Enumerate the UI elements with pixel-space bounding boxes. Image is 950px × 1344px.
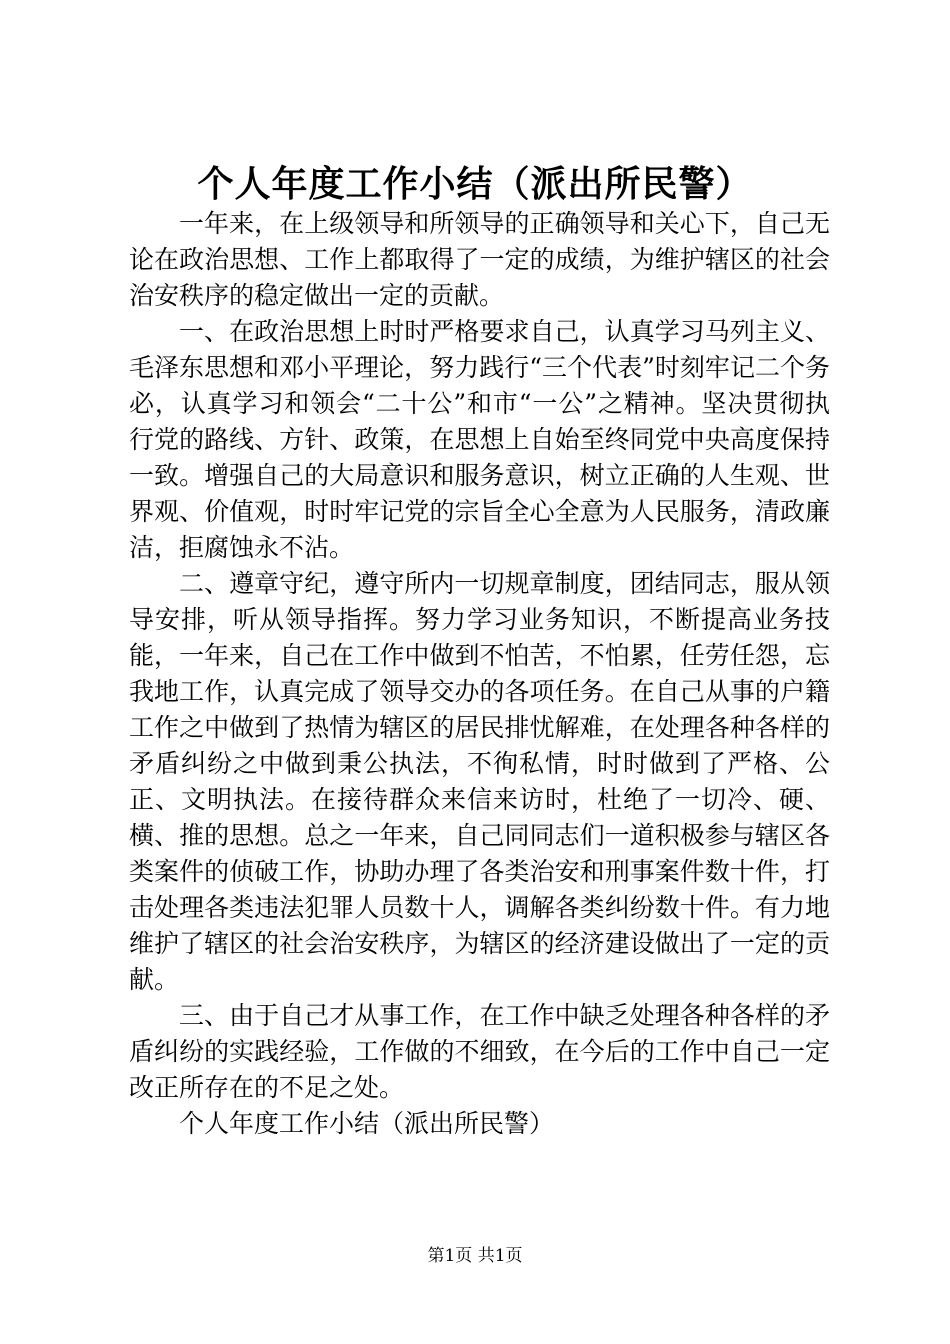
paragraph-political: 一、在政治思想上时时严格要求自己，认真学习马列主义、毛泽东思想和邓小平理论，努力践行“三个代表”时刻牢记二个务必，认真学习和领会“二十公”和市“一公”之精神。坚决贯彻执行党的路线、方针、政策，在思想上自始至终同党中央高度保持一致。增强自己的大局意识和服务意识，树立正确的人生观、世界观、价值观，时时牢记党的宗旨全心全意为人民服务，清政廉洁，拒腐蚀永不沾。 bbox=[129, 317, 830, 562]
paragraph-intro: 一年来，在上级领导和所领导的正确领导和关心下，自己无论在政治思想、工作上都取得了一定的成绩，为维护辖区的社会治安秩序的稳定做出一定的贡献。 bbox=[129, 209, 830, 310]
paragraph-shortcomings: 三、由于自己才从事工作，在工作中缺乏处理各种各样的矛盾纠纷的实践经验，工作做的不细致，在今后的工作中自己一定改正所存在的不足之处。 bbox=[129, 1001, 830, 1102]
paragraph-discipline: 二、遵章守纪，遵守所内一切规章制度，团结同志，服从领导安排，听从领导指挥。努力学习业务知识，不断提高业务技能，一年来，自己在工作中做到不怕苦，不怕累，任劳任怨，忘我地工作，认真完成了领导交办的各项任务。在自己从事的户籍工作之中做到了热情为辖区的居民排忧解难，在处理各种各样的矛盾纠纷之中做到秉公执法，不徇私情，时时做到了严格、公正、文明执法。在接待群众来信来访时，杜绝了一切冷、硬、横、推的思想。总之一年来，自己同同志们一道积极参与辖区各类案件的侦破工作，协助办理了各类治安和刑事案件数十件，打击处理各类违法犯罪人员数十人，调解各类纠纷数十件。有力地维护了辖区的社会治安秩序，为辖区的经济建设做出了一定的贡献。 bbox=[129, 569, 830, 994]
page-footer: 第1页 共1页 bbox=[427, 1246, 523, 1266]
paragraph-closing-title: 个人年度工作小结（派出所民警） bbox=[179, 1109, 555, 1138]
document-body bbox=[129, 206, 830, 1142]
document-title: 个人年度工作小结（派出所民警） bbox=[197, 163, 753, 205]
